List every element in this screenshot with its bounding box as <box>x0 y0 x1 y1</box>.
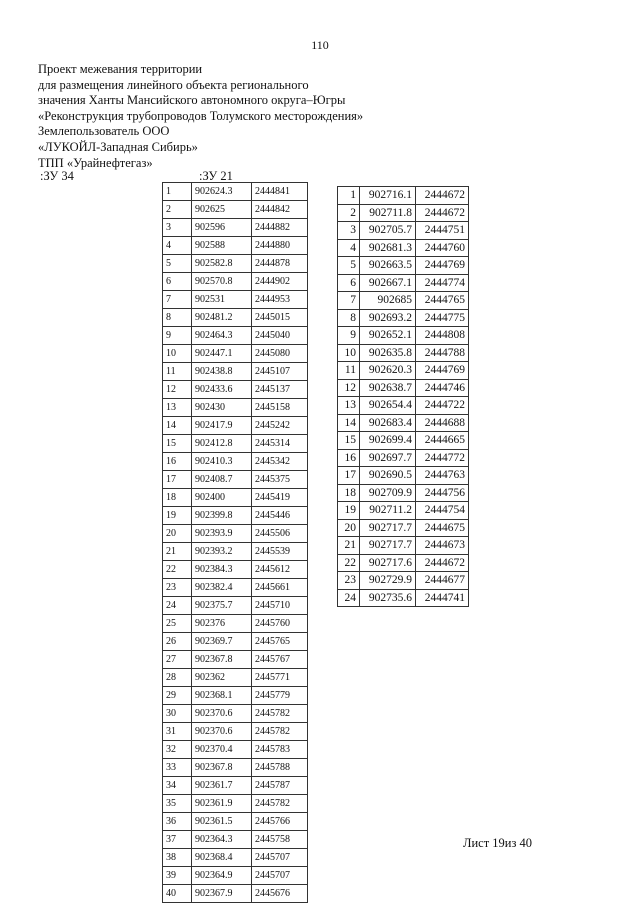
table-row <box>163 795 308 813</box>
point-number-cell: 19 <box>338 502 360 520</box>
table-row <box>163 813 308 831</box>
y-coordinate-cell: 2445766 <box>252 813 308 831</box>
point-number-cell: 40 <box>163 885 192 903</box>
y-coordinate-cell: 2445158 <box>252 399 308 417</box>
table-row <box>338 222 469 240</box>
table-row <box>338 257 469 275</box>
table-row <box>163 273 308 291</box>
coordinates-table-left <box>162 182 308 903</box>
y-coordinate-cell: 2445782 <box>252 723 308 741</box>
coordinates-table-right <box>337 186 469 607</box>
x-coordinate-cell: 902464.3 <box>192 327 252 345</box>
point-number-cell: 16 <box>163 453 192 471</box>
y-coordinate-cell: 2445758 <box>252 831 308 849</box>
y-coordinate-cell: 2445767 <box>252 651 308 669</box>
y-coordinate-cell: 2445242 <box>252 417 308 435</box>
y-coordinate-cell: 2445015 <box>252 309 308 327</box>
point-number-cell: 19 <box>163 507 192 525</box>
point-number-cell: 34 <box>163 777 192 795</box>
table-row <box>163 579 308 597</box>
point-number-cell: 4 <box>338 239 360 257</box>
header-line: «Реконструкция трубопроводов Толумского месторождения» <box>38 108 364 123</box>
x-coordinate-cell: 902361.7 <box>192 777 252 795</box>
x-coordinate-cell: 902652.1 <box>360 327 416 345</box>
y-coordinate-cell: 2444765 <box>416 292 469 310</box>
x-coordinate-cell: 902716.1 <box>360 187 416 205</box>
table-row <box>163 885 308 903</box>
y-coordinate-cell: 2444902 <box>252 273 308 291</box>
table-row <box>163 291 308 309</box>
table-row <box>163 849 308 867</box>
y-coordinate-cell: 2444760 <box>416 239 469 257</box>
table-row <box>338 362 469 380</box>
table-row <box>338 239 469 257</box>
table-row <box>163 219 308 237</box>
y-coordinate-cell: 2445771 <box>252 669 308 687</box>
point-number-cell: 13 <box>338 397 360 415</box>
x-coordinate-cell: 902596 <box>192 219 252 237</box>
x-coordinate-cell: 902438.8 <box>192 363 252 381</box>
x-coordinate-cell: 902697.7 <box>360 449 416 467</box>
table-row <box>163 705 308 723</box>
point-number-cell: 29 <box>163 687 192 705</box>
x-coordinate-cell: 902370.6 <box>192 723 252 741</box>
point-number-cell: 1 <box>338 187 360 205</box>
table-row <box>338 204 469 222</box>
point-number-cell: 18 <box>338 484 360 502</box>
y-coordinate-cell: 2445446 <box>252 507 308 525</box>
header-line: для размещения линейного объекта регионального <box>38 77 309 92</box>
x-coordinate-cell: 902683.4 <box>360 414 416 432</box>
x-coordinate-cell: 902384.3 <box>192 561 252 579</box>
point-number-cell: 36 <box>163 813 192 831</box>
point-number-cell: 15 <box>163 435 192 453</box>
point-number-cell: 5 <box>163 255 192 273</box>
point-number-cell: 23 <box>163 579 192 597</box>
table-row <box>163 309 308 327</box>
x-coordinate-cell: 902705.7 <box>360 222 416 240</box>
point-number-cell: 22 <box>163 561 192 579</box>
x-coordinate-cell: 902699.4 <box>360 432 416 450</box>
y-coordinate-cell: 2445765 <box>252 633 308 651</box>
table-row <box>163 363 308 381</box>
y-coordinate-cell: 2445787 <box>252 777 308 795</box>
y-coordinate-cell: 2444841 <box>252 183 308 201</box>
y-coordinate-cell: 2445783 <box>252 741 308 759</box>
x-coordinate-cell: 902635.8 <box>360 344 416 362</box>
table-row <box>338 379 469 397</box>
y-coordinate-cell: 2445080 <box>252 345 308 363</box>
x-coordinate-cell: 902361.9 <box>192 795 252 813</box>
point-number-cell: 12 <box>338 379 360 397</box>
y-coordinate-cell: 2444880 <box>252 237 308 255</box>
table-row <box>338 502 469 520</box>
x-coordinate-cell: 902399.8 <box>192 507 252 525</box>
table-row <box>338 519 469 537</box>
x-coordinate-cell: 902570.8 <box>192 273 252 291</box>
y-coordinate-cell: 2444741 <box>416 589 469 607</box>
x-coordinate-cell: 902717.7 <box>360 519 416 537</box>
y-coordinate-cell: 2445375 <box>252 471 308 489</box>
y-coordinate-cell: 2444842 <box>252 201 308 219</box>
table-row <box>338 554 469 572</box>
table-row <box>163 759 308 777</box>
point-number-cell: 17 <box>338 467 360 485</box>
table-row <box>163 453 308 471</box>
zu-right-label: :ЗУ 21 <box>199 169 233 183</box>
table-row <box>338 449 469 467</box>
table-row <box>163 399 308 417</box>
table-row <box>338 467 469 485</box>
point-number-cell: 31 <box>163 723 192 741</box>
y-coordinate-cell: 2445788 <box>252 759 308 777</box>
point-number-cell: 20 <box>338 519 360 537</box>
point-number-cell: 11 <box>338 362 360 380</box>
y-coordinate-cell: 2444672 <box>416 204 469 222</box>
y-coordinate-cell: 2444775 <box>416 309 469 327</box>
table-row <box>163 435 308 453</box>
x-coordinate-cell: 902430 <box>192 399 252 417</box>
point-number-cell: 30 <box>163 705 192 723</box>
point-number-cell: 3 <box>338 222 360 240</box>
point-number-cell: 32 <box>163 741 192 759</box>
table-row <box>163 381 308 399</box>
x-coordinate-cell: 902410.3 <box>192 453 252 471</box>
point-number-cell: 23 <box>338 572 360 590</box>
y-coordinate-cell: 2445676 <box>252 885 308 903</box>
y-coordinate-cell: 2444788 <box>416 344 469 362</box>
table-row <box>163 669 308 687</box>
x-coordinate-cell: 902367.9 <box>192 885 252 903</box>
point-number-cell: 2 <box>163 201 192 219</box>
table-row <box>338 187 469 205</box>
x-coordinate-cell: 902364.3 <box>192 831 252 849</box>
y-coordinate-cell: 2445782 <box>252 705 308 723</box>
table-row <box>338 292 469 310</box>
table-row <box>163 543 308 561</box>
table-row <box>338 537 469 555</box>
point-number-cell: 4 <box>163 237 192 255</box>
y-coordinate-cell: 2445419 <box>252 489 308 507</box>
table-row <box>338 327 469 345</box>
y-coordinate-cell: 2445506 <box>252 525 308 543</box>
y-coordinate-cell: 2444763 <box>416 467 469 485</box>
x-coordinate-cell: 902717.6 <box>360 554 416 572</box>
y-coordinate-cell: 2445782 <box>252 795 308 813</box>
y-coordinate-cell: 2445612 <box>252 561 308 579</box>
x-coordinate-cell: 902663.5 <box>360 257 416 275</box>
point-number-cell: 38 <box>163 849 192 867</box>
x-coordinate-cell: 902690.5 <box>360 467 416 485</box>
point-number-cell: 37 <box>163 831 192 849</box>
y-coordinate-cell: 2444882 <box>252 219 308 237</box>
y-coordinate-cell: 2444746 <box>416 379 469 397</box>
point-number-cell: 8 <box>338 309 360 327</box>
x-coordinate-cell: 902393.9 <box>192 525 252 543</box>
table-row <box>163 507 308 525</box>
point-number-cell: 7 <box>163 291 192 309</box>
x-coordinate-cell: 902711.2 <box>360 502 416 520</box>
point-number-cell: 28 <box>163 669 192 687</box>
x-coordinate-cell: 902362 <box>192 669 252 687</box>
header-line: Проект межевания территории <box>38 62 203 76</box>
table-row <box>163 777 308 795</box>
table-row <box>163 255 308 273</box>
x-coordinate-cell: 902369.7 <box>192 633 252 651</box>
x-coordinate-cell: 902685 <box>360 292 416 310</box>
point-number-cell: 10 <box>163 345 192 363</box>
table-row <box>163 633 308 651</box>
y-coordinate-cell: 2445040 <box>252 327 308 345</box>
y-coordinate-cell: 2445314 <box>252 435 308 453</box>
point-number-cell: 9 <box>163 327 192 345</box>
table-row <box>163 615 308 633</box>
table-row <box>163 561 308 579</box>
x-coordinate-cell: 902375.7 <box>192 597 252 615</box>
table-row <box>163 723 308 741</box>
table-row <box>338 572 469 590</box>
y-coordinate-cell: 2444769 <box>416 362 469 380</box>
x-coordinate-cell: 902368.4 <box>192 849 252 867</box>
x-coordinate-cell: 902717.7 <box>360 537 416 555</box>
point-number-cell: 39 <box>163 867 192 885</box>
y-coordinate-cell: 2444672 <box>416 187 469 205</box>
y-coordinate-cell: 2445760 <box>252 615 308 633</box>
y-coordinate-cell: 2444688 <box>416 414 469 432</box>
y-coordinate-cell: 2444665 <box>416 432 469 450</box>
point-number-cell: 27 <box>163 651 192 669</box>
x-coordinate-cell: 902368.1 <box>192 687 252 705</box>
x-coordinate-cell: 902693.2 <box>360 309 416 327</box>
x-coordinate-cell: 902361.5 <box>192 813 252 831</box>
x-coordinate-cell: 902376 <box>192 615 252 633</box>
x-coordinate-cell: 902638.7 <box>360 379 416 397</box>
x-coordinate-cell: 902481.2 <box>192 309 252 327</box>
table-row <box>163 201 308 219</box>
x-coordinate-cell: 902370.6 <box>192 705 252 723</box>
page-number: 110 <box>311 38 329 52</box>
sheet-number: Лист 19из 40 <box>463 836 533 850</box>
table-row <box>338 344 469 362</box>
point-number-cell: 6 <box>163 273 192 291</box>
point-number-cell: 3 <box>163 219 192 237</box>
y-coordinate-cell: 2444722 <box>416 397 469 415</box>
document-header <box>38 62 363 171</box>
table-row <box>163 327 308 345</box>
table-row <box>163 525 308 543</box>
point-number-cell: 15 <box>338 432 360 450</box>
table-row <box>163 417 308 435</box>
y-coordinate-cell: 2445707 <box>252 849 308 867</box>
point-number-cell: 1 <box>163 183 192 201</box>
x-coordinate-cell: 902412.8 <box>192 435 252 453</box>
header-line: «ЛУКОЙЛ-Западная Сибирь» <box>38 139 198 154</box>
table-row <box>338 589 469 607</box>
y-coordinate-cell: 2445707 <box>252 867 308 885</box>
table-row <box>163 687 308 705</box>
point-number-cell: 6 <box>338 274 360 292</box>
table-row <box>163 831 308 849</box>
table-row <box>163 597 308 615</box>
x-coordinate-cell: 902667.1 <box>360 274 416 292</box>
point-number-cell: 5 <box>338 257 360 275</box>
y-coordinate-cell: 2444751 <box>416 222 469 240</box>
x-coordinate-cell: 902433.6 <box>192 381 252 399</box>
x-coordinate-cell: 902382.4 <box>192 579 252 597</box>
header-line: значения Ханты Мансийского автономного округа–Югры <box>38 93 346 108</box>
x-coordinate-cell: 902400 <box>192 489 252 507</box>
y-coordinate-cell: 2444774 <box>416 274 469 292</box>
x-coordinate-cell: 902447.1 <box>192 345 252 363</box>
y-coordinate-cell: 2444808 <box>416 327 469 345</box>
x-coordinate-cell: 902417.9 <box>192 417 252 435</box>
point-number-cell: 21 <box>163 543 192 561</box>
point-number-cell: 8 <box>163 309 192 327</box>
table-row <box>163 741 308 759</box>
table-row <box>338 309 469 327</box>
y-coordinate-cell: 2444769 <box>416 257 469 275</box>
table-row <box>163 489 308 507</box>
point-number-cell: 24 <box>338 589 360 607</box>
table-row <box>163 867 308 885</box>
x-coordinate-cell: 902654.4 <box>360 397 416 415</box>
point-number-cell: 20 <box>163 525 192 543</box>
table-row <box>163 345 308 363</box>
y-coordinate-cell: 2444772 <box>416 449 469 467</box>
y-coordinate-cell: 2444953 <box>252 291 308 309</box>
point-number-cell: 25 <box>163 615 192 633</box>
y-coordinate-cell: 2445779 <box>252 687 308 705</box>
point-number-cell: 14 <box>338 414 360 432</box>
table-row <box>338 397 469 415</box>
x-coordinate-cell: 902729.9 <box>360 572 416 590</box>
x-coordinate-cell: 902625 <box>192 201 252 219</box>
point-number-cell: 17 <box>163 471 192 489</box>
x-coordinate-cell: 902531 <box>192 291 252 309</box>
table-row <box>163 471 308 489</box>
y-coordinate-cell: 2444672 <box>416 554 469 572</box>
point-number-cell: 16 <box>338 449 360 467</box>
x-coordinate-cell: 902408.7 <box>192 471 252 489</box>
point-number-cell: 22 <box>338 554 360 572</box>
table-row <box>163 183 308 201</box>
point-number-cell: 35 <box>163 795 192 813</box>
x-coordinate-cell: 902364.9 <box>192 867 252 885</box>
x-coordinate-cell: 902367.8 <box>192 759 252 777</box>
point-number-cell: 33 <box>163 759 192 777</box>
point-number-cell: 2 <box>338 204 360 222</box>
y-coordinate-cell: 2444878 <box>252 255 308 273</box>
y-coordinate-cell: 2444754 <box>416 502 469 520</box>
table-row <box>163 237 308 255</box>
point-number-cell: 13 <box>163 399 192 417</box>
y-coordinate-cell: 2445107 <box>252 363 308 381</box>
header-line: Землепользователь ООО <box>38 124 170 139</box>
point-number-cell: 9 <box>338 327 360 345</box>
point-number-cell: 24 <box>163 597 192 615</box>
x-coordinate-cell: 902370.4 <box>192 741 252 759</box>
x-coordinate-cell: 902711.8 <box>360 204 416 222</box>
table-row <box>338 414 469 432</box>
y-coordinate-cell: 2444677 <box>416 572 469 590</box>
x-coordinate-cell: 902393.2 <box>192 543 252 561</box>
table-row <box>163 651 308 669</box>
table-row <box>338 432 469 450</box>
point-number-cell: 12 <box>163 381 192 399</box>
table-row <box>338 274 469 292</box>
header-line: ТПП «Урайнефтегаз» <box>38 155 153 170</box>
point-number-cell: 11 <box>163 363 192 381</box>
x-coordinate-cell: 902367.8 <box>192 651 252 669</box>
point-number-cell: 21 <box>338 537 360 555</box>
point-number-cell: 7 <box>338 292 360 310</box>
y-coordinate-cell: 2445342 <box>252 453 308 471</box>
point-number-cell: 14 <box>163 417 192 435</box>
x-coordinate-cell: 902620.3 <box>360 362 416 380</box>
x-coordinate-cell: 902624.3 <box>192 183 252 201</box>
y-coordinate-cell: 2445661 <box>252 579 308 597</box>
y-coordinate-cell: 2445137 <box>252 381 308 399</box>
x-coordinate-cell: 902709.9 <box>360 484 416 502</box>
point-number-cell: 18 <box>163 489 192 507</box>
zu-left-label: :ЗУ 34 <box>40 169 74 183</box>
x-coordinate-cell: 902681.3 <box>360 239 416 257</box>
table-row <box>338 484 469 502</box>
y-coordinate-cell: 2444756 <box>416 484 469 502</box>
point-number-cell: 10 <box>338 344 360 362</box>
y-coordinate-cell: 2445710 <box>252 597 308 615</box>
y-coordinate-cell: 2445539 <box>252 543 308 561</box>
y-coordinate-cell: 2444673 <box>416 537 469 555</box>
point-number-cell: 26 <box>163 633 192 651</box>
x-coordinate-cell: 902588 <box>192 237 252 255</box>
x-coordinate-cell: 902735.6 <box>360 589 416 607</box>
x-coordinate-cell: 902582.8 <box>192 255 252 273</box>
y-coordinate-cell: 2444675 <box>416 519 469 537</box>
